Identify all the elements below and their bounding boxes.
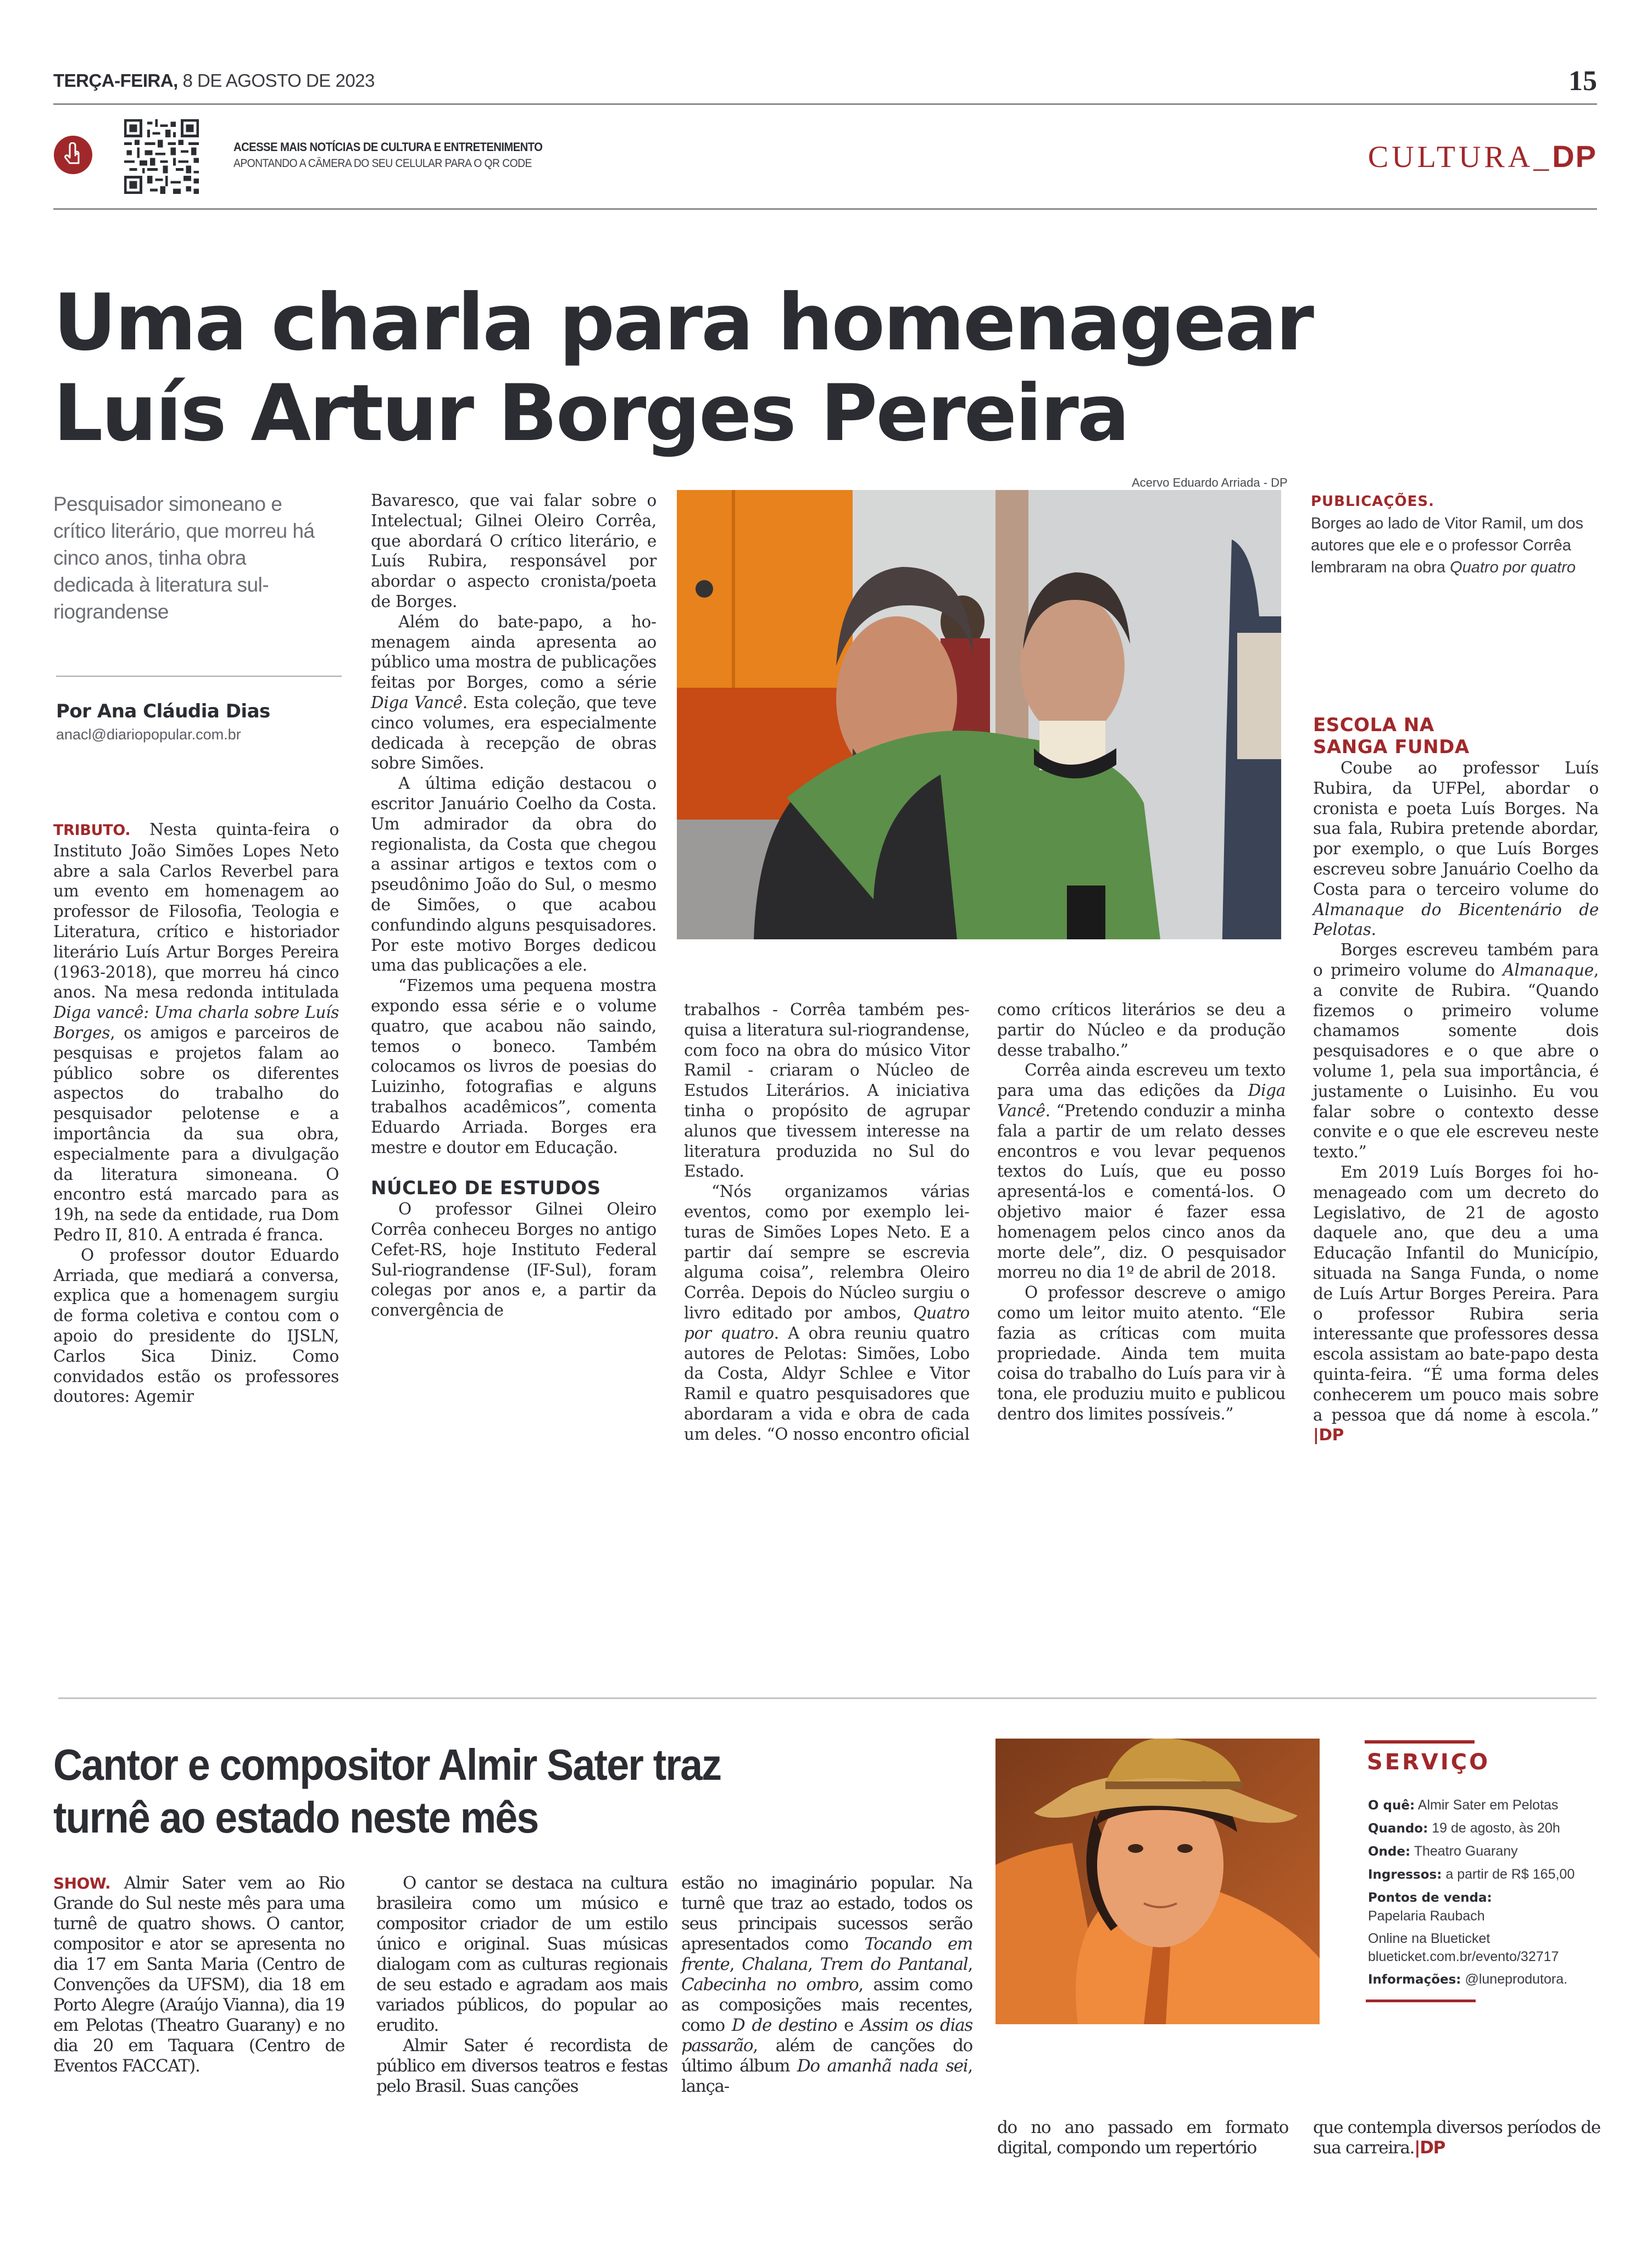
paragraph <box>53 820 339 1245</box>
photo-almir-sater <box>995 1739 1320 2024</box>
section-label <box>1368 138 1597 175</box>
photo-borges-ramil <box>677 490 1281 939</box>
paragraph <box>1313 940 1599 1162</box>
service-row-tickets <box>1368 1865 1643 1884</box>
article-lead: Pesquisador simoneano e crítico literário, que morreu há cinco anos, tinha obra dedicada à literatura sul-riograndense <box>53 493 315 623</box>
service-bottom-rule <box>1366 2000 1476 2002</box>
article-column-1 <box>53 820 339 1407</box>
subhead <box>1313 714 1599 758</box>
paragraph <box>53 1873 344 2076</box>
service-row-what <box>1368 1796 1643 1815</box>
paragraph: do no ano passado em formato digital, compondo um repertório <box>997 2118 1288 2158</box>
text: “Nós organizamos várias eventos, como por exemplo leituras de Simões Lopes Neto. E a partir daí sempre se escrevia alguma coisa”, relembra Oleiro Corrêa. Depois do Núcleo surgiu o livro editado por ambos, <box>684 1182 970 1322</box>
paragraph: como críticos literários se deu a partir do Núcleo e da produção desse trabalho.” <box>997 1000 1286 1060</box>
service-row-when <box>1368 1819 1643 1838</box>
service-row-info <box>1368 1970 1643 1989</box>
text: que contempla diversos períodos de sua carreira. <box>1313 2118 1600 2158</box>
headline-line-2: Luís Artur Borges Pereira <box>53 368 1128 459</box>
paragraph <box>1313 1162 1599 1445</box>
paragraph: trabalhos - Corrêa também pesquisa a literatura sul-riograndense, com foco na obra do músico Vitor Ramil - criaram o Núcleo de Estudos Literários. A iniciativa tinha o propósito de agrupar alunos que tivessem interesse na literatura produzida no Sul do Estado. <box>684 1000 970 1181</box>
paragraph: O professor doutor Eduardo Arriada, que mediará a conversa, explica que a homenagem surgiu de forma coletiva e contou com o apoio do presidente do IJSLN, Carlos Sica Diniz. Como convidados estão os professores doutores: Agemir <box>53 1245 339 1406</box>
subhead-line-1: ESCOLA NA <box>1313 714 1434 736</box>
text: , <box>967 1954 972 1974</box>
service-label: Ingressos: <box>1368 1868 1442 1882</box>
text: , <box>729 1954 742 1974</box>
article-separator <box>58 1697 1597 1699</box>
series-title: Diga Vancê <box>371 693 463 712</box>
paragraph: O cantor se destaca na cultura brasileira como um músico e compositor criador de um estilo único e original. Suas músicas dialogam com as culturas regionais de seu estado e agradam aos mais variados públicos, do popular ao erudito. <box>376 1873 668 2035</box>
paragraph <box>371 612 657 773</box>
caption-text: Borges ao lado de Vitor Ramil, um dos autores que ele e o professor Corrêa lembraram na obra <box>1311 515 1583 576</box>
signature-dp: |DP <box>1313 1425 1344 1445</box>
service-row-sales <box>1368 1889 1643 1925</box>
article2-column-3 <box>681 1873 972 2097</box>
headline-line-1: Cantor e compositor Almir Sater traz <box>53 1740 721 1789</box>
book-title: Quatro por quatro <box>684 1303 970 1343</box>
text: , a convite de Rubira. “Quando fizemos o primeiro volume chamamos somente dois pesquisadores e o que abre o volume 1, pela sua importância, é justamente o Luisinho. Eu vou falar sobre o contexto desse convite e o que ele escreveu neste texto.” <box>1313 960 1599 1162</box>
headline-line-2: turnê ao estado neste mês <box>53 1793 538 1842</box>
paragraph: Bavaresco, que vai falar sobre o Intelectual; Gilnei Oleiro Corrêa, que abordará O crítico literário, e Luís Rubira, responsável por abordar o aspecto cronista/poeta de Borges. <box>371 491 657 611</box>
caption-kicker: PUBLICAÇÕES. <box>1311 493 1434 510</box>
song-title: D de destino <box>731 2015 837 2035</box>
paragraph: O professor Gilnei Oleiro Corrêa conheceu Borges no antigo Cefet-RS, hoje Instituto Federal Sul-riograndense (IF-Sul), foram colegas por anos e, a partir da convergência de <box>371 1200 657 1320</box>
main-headline <box>53 277 1372 459</box>
album-title: Do amanhã nada sei <box>797 2056 968 2076</box>
kicker: TRIBUTO. <box>53 822 131 839</box>
social-handle[interactable]: @luneprodutora. <box>1465 1971 1568 1987</box>
kicker: SHOW. <box>53 1874 111 1892</box>
text: . Esta coleção, que teve cinco volumes, era especialmente dedicada à recepção de obras sobre Simões. <box>371 693 657 773</box>
section-name: CULTURA_ <box>1367 140 1553 174</box>
text: e <box>837 2015 861 2035</box>
text: , os amigos e parceiros de pesquisas e projetos falam ao público sobre os diferentes aspectos do trabalho do pesquisador pelotense e a importância da sua obra, especialmente para a divulgação da literatura simoneana. O encontro está marcado para as 19h, na sede da entidade, rua Dom Pedro II, 810. A entrada é franca. <box>53 1023 339 1244</box>
service-label: Pontos de venda: <box>1368 1891 1492 1905</box>
author-email[interactable]: anacl@diariopopular.com.br <box>56 726 241 743</box>
service-label: Quando: <box>1368 1822 1428 1836</box>
service-box-title: SERVIÇO <box>1367 1750 1490 1775</box>
service-value: Almir Sater em Pelotas <box>1417 1797 1559 1813</box>
photo-caption <box>1311 491 1597 578</box>
service-label: Onde: <box>1368 1845 1411 1859</box>
article2-column-4 <box>997 2118 1288 2158</box>
song-title: Chalana <box>742 1954 808 1974</box>
paragraph: A última edição destacou o escritor Januário Coelho da Costa. Um admirador da obra do regionalista, da Costa que chegou a assinar artigos e textos com o pseudônimo João do Sul, o mesmo de Simões, o que acabou confundindo alguns pesquisadores. Por este motivo Borges dedicou uma das publicações a ele. <box>371 774 657 975</box>
qr-promo-title: ACESSE MAIS NOTÍCIAS DE CULTURA E ENTRETENIMENTO <box>233 140 543 154</box>
service-value: 19 de agosto, às 20h <box>1432 1820 1560 1836</box>
subhead: NÚCLEO DE ESTUDOS <box>371 1177 601 1200</box>
text: Coube ao professor Luís Rubira, da UFPel, abordar o cronista e poeta Luís Borges. Na sua fala, Rubira pretende abordar, por exemplo, o que Luís Borges escreveu sobre Januário Coelho da Costa para o terceiro volume do <box>1313 759 1599 899</box>
text: . “Pretendo conduzir a minha fala a partir de um relato desses encontros e vou levar pequenos textos do Luís, que eu posso apresentá-los e comentá-los. O objetivo maior é fazer essa homenagem pelos cinco anos da morte dele”, diz. O pesquisador morreu no dia 1º de abril de 2018. <box>997 1101 1286 1282</box>
service-value: Papelaria Raubach <box>1368 1908 1485 1924</box>
service-box <box>1368 1796 1643 1993</box>
secondary-headline <box>53 1739 862 1844</box>
event-title: Diga vancê: Uma charla sobre Luís Borges <box>53 1003 339 1042</box>
lead-divider <box>56 676 342 677</box>
service-top-rule <box>1365 1740 1475 1744</box>
page-number: 15 <box>1568 65 1597 97</box>
song-title: Trem do Pantanal <box>820 1954 968 1974</box>
paragraph <box>997 1060 1286 1283</box>
paragraph: Almir Sater é recordista de público em diversos teatros e festas pelo Brasil. Suas canções <box>376 2036 668 2096</box>
text: Almir Sater vem ao Rio Grande do Sul neste mês para uma turnê de quatro shows. O cantor, compositor e ator se apresenta no dia 17 em Santa Maria (Centro de Convenções da UFSM), dia 18 em Porto Alegre (Araújo Vianna), dia 19 em Pelotas (Theatro Guarany) e no dia 20 em Taquara (Centro de Eventos FACCAT). <box>53 1873 344 2076</box>
text: , assim como as composições mais recentes, como <box>681 1975 972 2035</box>
paragraph <box>1313 2118 1604 2158</box>
text: , lança- <box>681 2056 972 2096</box>
text: Nesta quinta-feira o Instituto João Simões Lopes Neto abre a sala Carlos Reverbel para um evento em homenagem ao professor de Filosofia, Teologia e Literatura, crítico e historiador literário Luís Artur Borges Pereira (1963-2018), que morreu há cinco anos. Na mesa redonda intitulada <box>53 820 339 1002</box>
headline-line-1: Uma charla para homenagear <box>53 277 1312 368</box>
section-brand: DP <box>1552 139 1597 174</box>
book-title: Almanaque do Bicentenário de Pelotas <box>1313 900 1599 939</box>
series-title: Diga Vancê <box>997 1081 1286 1120</box>
caption-book-title: Quatro por quatro <box>1450 559 1576 576</box>
header-bottom-rule <box>53 208 1597 210</box>
article-column-4 <box>997 1000 1286 1424</box>
service-value: a partir de R$ 165,00 <box>1445 1867 1575 1882</box>
service-value: Online na Blueticket <box>1368 1931 1490 1946</box>
header-rule <box>53 103 1597 105</box>
song-title: Tocando em frente <box>681 1934 972 1974</box>
date-text: 8 DE AGOSTO DE 2023 <box>182 70 375 91</box>
paragraph <box>1313 758 1599 940</box>
photo-credit: Acervo Eduardo Arriada - DP <box>1132 476 1288 489</box>
text: . <box>1371 920 1376 939</box>
qr-code[interactable] <box>124 119 199 194</box>
signature-dp: |DP <box>1414 2138 1445 2158</box>
song-title: Cabecinha no ombro <box>681 1975 859 1995</box>
paragraph: O professor descreve o amigo como um leitor muito atento. “Ele fazia as críticas com muita propriedade. Ainda tem muita coisa do trabalho do Luís para vir à tona, ele produziu muito e publicou dentro dos limites possíveis.” <box>997 1283 1286 1423</box>
hand-tap-icon <box>54 136 92 174</box>
article2-column-2 <box>376 1873 668 2097</box>
subhead-line-2: SANGA FUNDA <box>1313 736 1470 758</box>
article-column-5 <box>1313 714 1599 1445</box>
article-column-2 <box>371 491 657 1321</box>
text: Em 2019 Luís Borges foi homenageado com um decreto do Legislativo, de 21 de agosto daquele ano, que deu a uma Educação Infantil do Município, situada na Sanga Funda, o nome de Luís Artur Borges Pereira. Para o professor Rubira seria interessante que professores dessa escola assistam ao bate-papo desta quinta-feira. “É uma forma deles conhecerem um pouco mais sobre a pessoa que dá nome à escola.” <box>1313 1162 1599 1424</box>
service-label: Informações: <box>1368 1973 1461 1987</box>
text: , <box>808 1954 820 1974</box>
article2-column-5 <box>1313 2118 1604 2158</box>
weekday: TERÇA-FEIRA, <box>53 70 178 91</box>
text: Além do bate-papo, a homenagem ainda apresenta ao público uma mostra de publicações feitas por Borges, como a série <box>371 612 657 692</box>
text: estão no imaginário popular. Na turnê que traz ao estado, todos os seus principais sucessos serão apresentados como <box>681 1873 972 1954</box>
byline: Por Ana Cláudia Dias <box>56 700 270 722</box>
paragraph <box>684 1182 970 1444</box>
song-title: Assim os dias passarão <box>681 2015 973 2056</box>
text: Corrêa ainda escreveu um texto para uma das edições da <box>997 1061 1286 1100</box>
article-column-3 <box>684 1000 970 1445</box>
paragraph <box>681 1873 972 2097</box>
text: . A obra reuniu quatro autores de Pelotas: Simões, Lobo da Costa, Aldyr Schlee e Vitor Ramil e quatro pesquisadores que abordaram a vida e obra de cada um deles. “O nosso encontro oficial <box>684 1323 970 1444</box>
text: , além de canções do último álbum <box>681 2036 972 2076</box>
paragraph: “Fizemos uma pequena mostra expondo essa série e o volume quatro, que acabou não saindo, temos o boneco. Também colocamos os livros de poesias do Luizinho, fotografias e alguns trabalhos acadêmicos”, comenta Eduardo Arriada. Borges era mestre e doutor em Educação. <box>371 976 657 1157</box>
service-row-online <box>1368 1930 1643 1966</box>
qr-promo-subtitle: APONTANDO A CÂMERA DO SEU CELULAR PARA O QR CODE <box>233 157 532 170</box>
service-value: Theatro Guarany <box>1414 1844 1518 1859</box>
service-label: O quê: <box>1368 1798 1415 1813</box>
book-title: Almanaque <box>1503 960 1594 979</box>
edition-date <box>53 70 375 91</box>
service-row-where <box>1368 1842 1643 1861</box>
ticket-url[interactable]: blueticket.com.br/evento/32717 <box>1368 1949 1559 1964</box>
article2-column-1 <box>53 1873 344 2076</box>
text: Borges escreveu também para o primeiro volume do <box>1313 940 1599 979</box>
